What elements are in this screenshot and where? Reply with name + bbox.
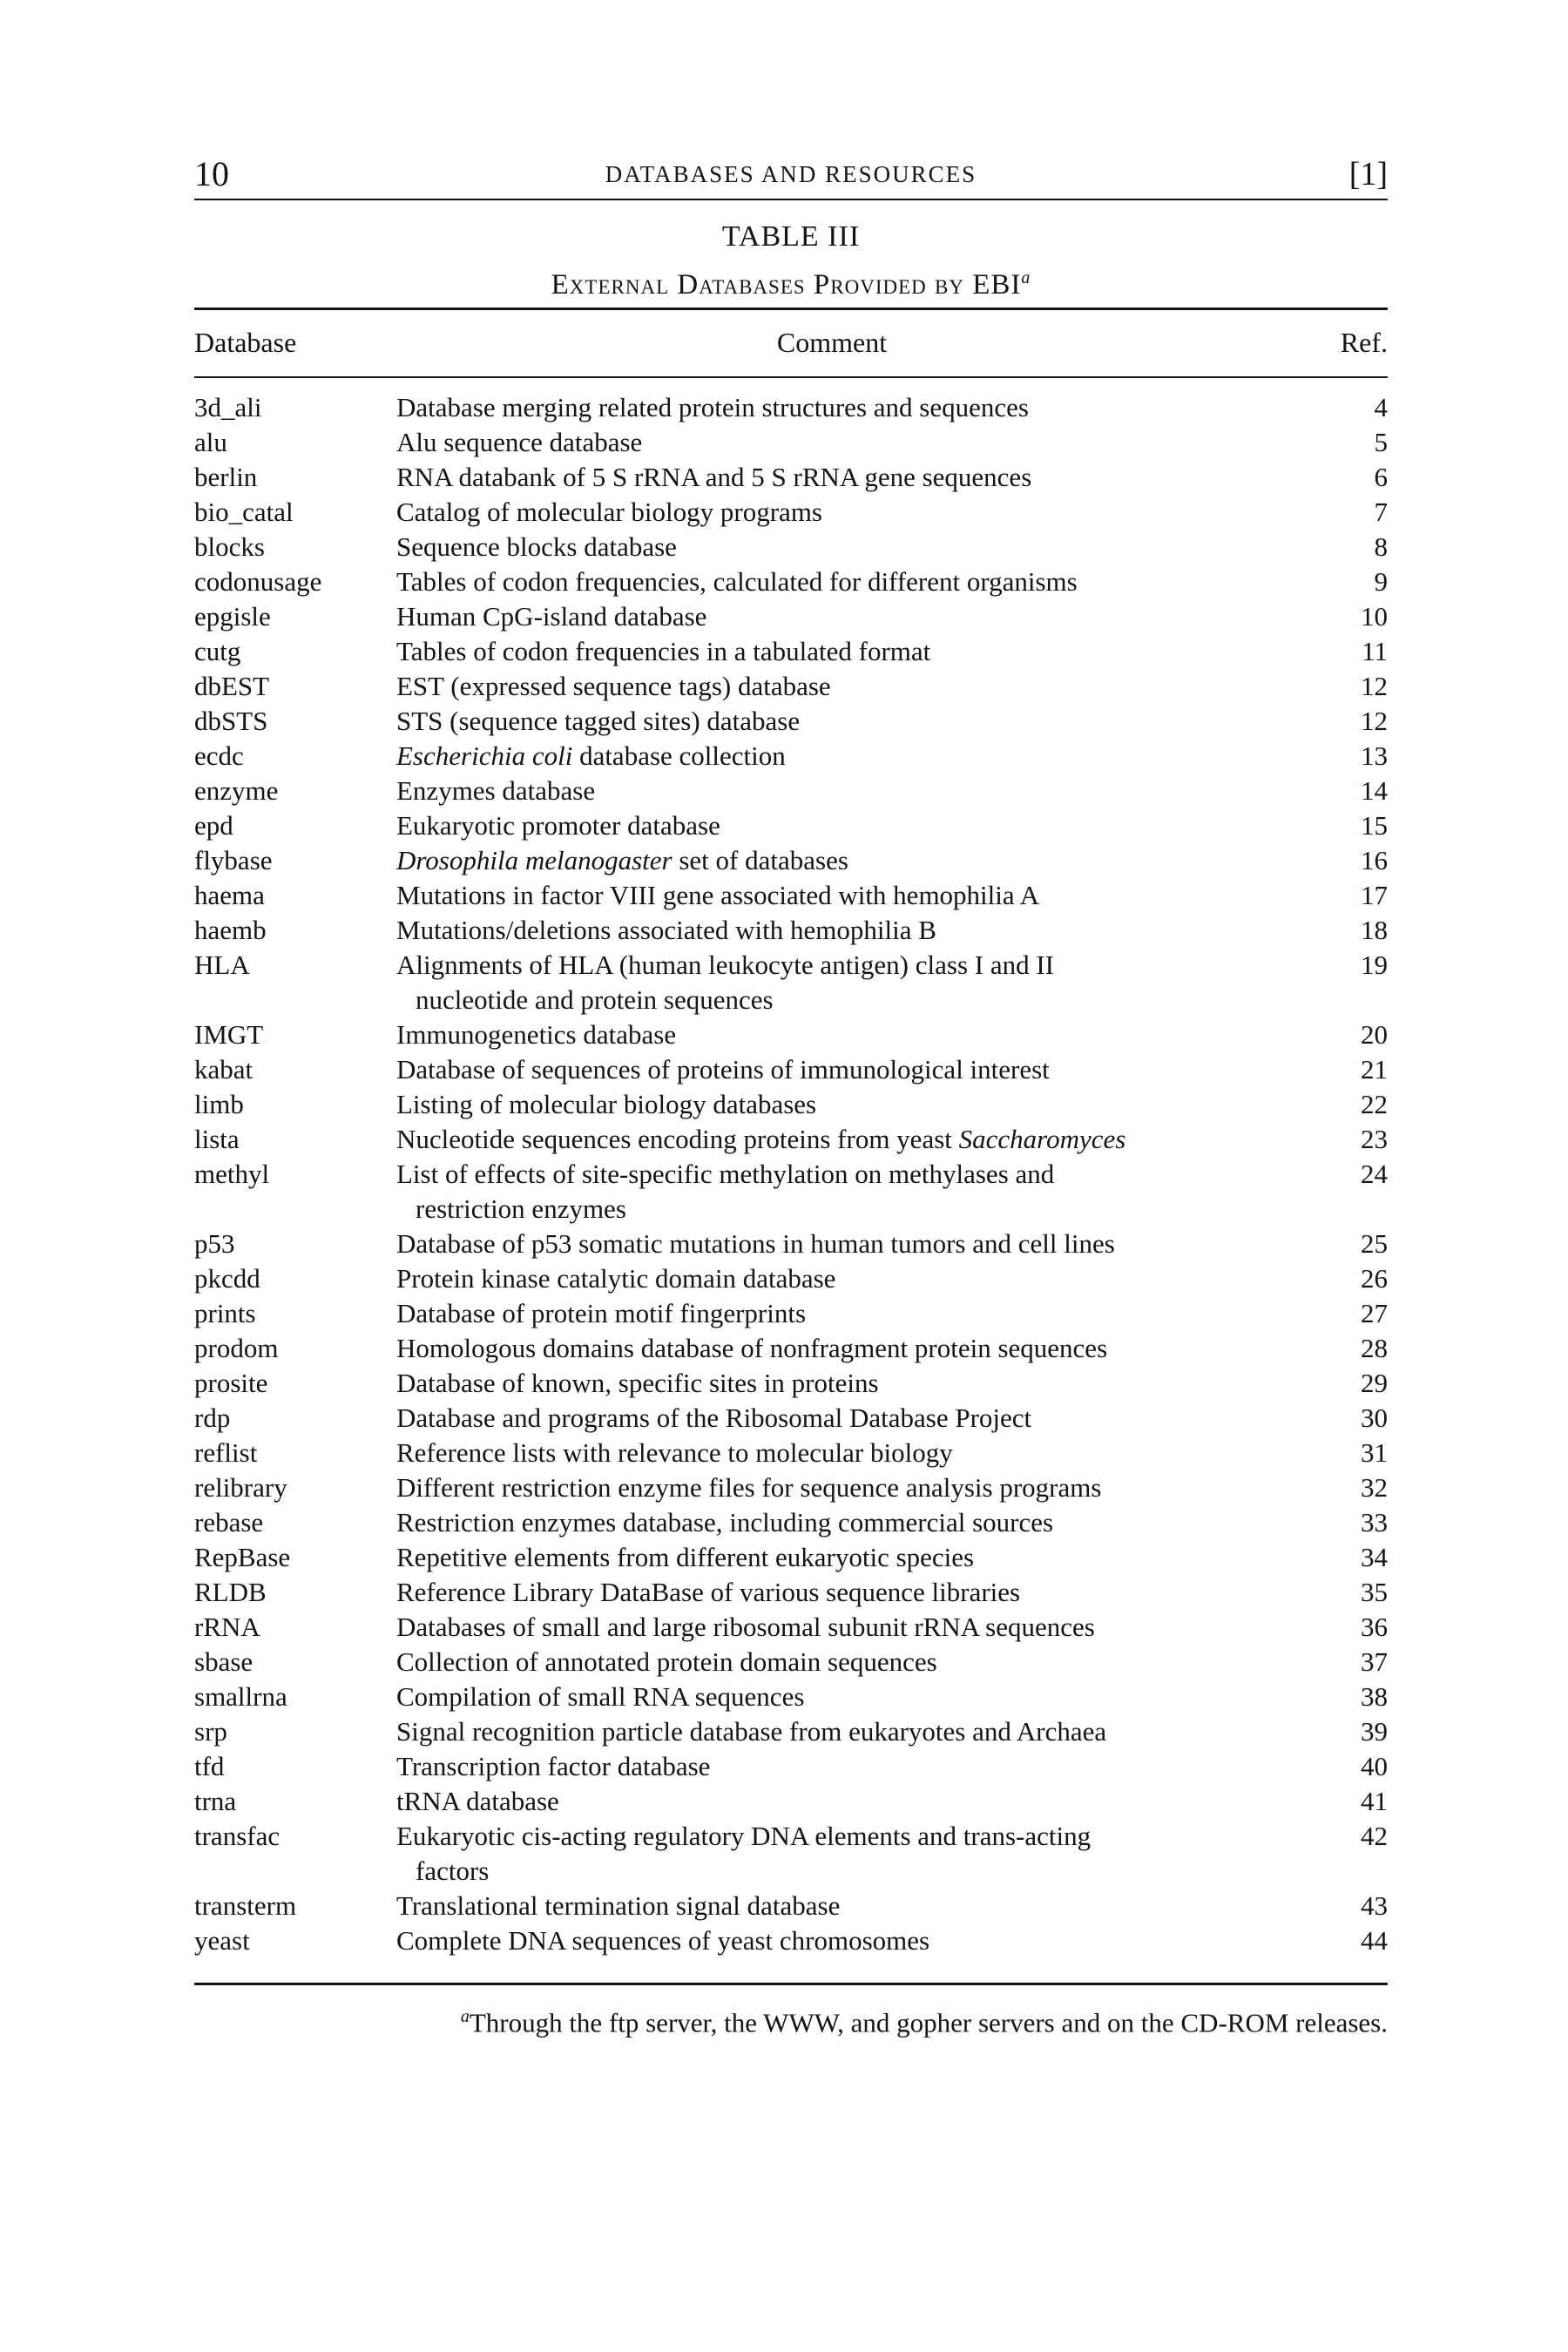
table-top-rule	[194, 308, 1388, 310]
reference-cell: 20	[1361, 1019, 1388, 1050]
comment-cell	[396, 774, 1311, 808]
table-row	[194, 1331, 1388, 1366]
database-name-cell: berlin	[194, 462, 258, 492]
comment-cell	[396, 460, 1311, 495]
reference-cell: 30	[1361, 1402, 1388, 1433]
table-row	[194, 1923, 1388, 1958]
reference-cell: 13	[1361, 740, 1388, 771]
comment-text: Transcription factor database	[396, 1751, 711, 1781]
comment-cell	[396, 564, 1311, 599]
comment-text: Repetitive elements from different eukaryotic species	[396, 1542, 975, 1572]
comment-cell	[396, 1923, 1311, 1958]
comment-text: Translational termination signal database	[396, 1890, 841, 1921]
database-name-cell: dbEST	[194, 671, 270, 701]
page-number: 10	[194, 154, 229, 193]
table-row	[194, 1784, 1388, 1819]
comment-cell	[396, 1227, 1311, 1261]
comment-text: Tables of codon frequencies in a tabulated format	[396, 636, 931, 666]
reference-cell: 5	[1374, 427, 1388, 457]
reference-cell: 12	[1361, 706, 1388, 736]
reference-cell: 12	[1361, 671, 1388, 701]
comment-cell	[396, 1470, 1311, 1505]
comment-italic-text: Drosophila melanogaster	[396, 845, 672, 875]
reference-cell: 8	[1374, 531, 1388, 562]
database-name-cell: RepBase	[194, 1542, 291, 1572]
reference-cell: 17	[1361, 880, 1388, 910]
reference-cell: 18	[1361, 915, 1388, 945]
reference-cell: 38	[1361, 1681, 1388, 1712]
table-row	[194, 530, 1388, 564]
comment-cell	[396, 1331, 1311, 1366]
comment-cell	[396, 1436, 1311, 1470]
reference-cell: 41	[1361, 1786, 1388, 1816]
database-name-cell: relibrary	[194, 1472, 287, 1503]
table-row	[194, 774, 1388, 808]
comment-cell	[396, 948, 1311, 1017]
table-header-rule	[194, 376, 1388, 378]
table-row	[194, 460, 1388, 495]
reference-cell: 7	[1374, 497, 1388, 527]
reference-cell: 43	[1361, 1890, 1388, 1921]
reference-cell: 9	[1374, 566, 1388, 597]
database-name-cell: prints	[194, 1298, 256, 1328]
database-name-cell: codonusage	[194, 566, 322, 597]
database-name-cell: kabat	[194, 1054, 253, 1085]
reference-cell: 37	[1361, 1646, 1388, 1677]
comment-cell	[396, 913, 1311, 948]
reference-cell: 44	[1361, 1925, 1388, 1956]
comment-text: STS (sequence tagged sites) database	[396, 706, 801, 736]
reference-cell: 28	[1361, 1333, 1388, 1363]
database-name-cell: bio_catal	[194, 497, 294, 527]
table-title	[194, 258, 1388, 305]
table-row	[194, 1157, 1388, 1227]
reference-cell: 33	[1361, 1507, 1388, 1538]
reference-cell: 35	[1361, 1577, 1388, 1607]
table-row	[194, 634, 1388, 669]
table-row	[194, 1610, 1388, 1645]
comment-text: Database of sequences of proteins of immunological interest	[396, 1054, 1050, 1085]
table-row	[194, 495, 1388, 530]
comment-text: RNA databank of 5 S rRNA and 5 S rRNA gene sequences	[396, 462, 1032, 492]
reference-cell: 27	[1361, 1298, 1388, 1328]
table-body	[194, 390, 1388, 1958]
comment-text: Alignments of HLA (human leukocyte antigen) class I and II	[396, 950, 1054, 980]
database-name-cell: IMGT	[194, 1019, 264, 1050]
table-row	[194, 1087, 1388, 1122]
database-name-cell: ecdc	[194, 740, 244, 771]
reference-cell: 22	[1361, 1089, 1388, 1119]
database-name-cell: epd	[194, 810, 233, 841]
comment-cell	[396, 1157, 1311, 1227]
comment-cell	[396, 1296, 1311, 1331]
comment-cell	[396, 1645, 1311, 1680]
comment-text: Databases of small and large ribosomal subunit rRNA sequences	[396, 1612, 1095, 1642]
comment-cell	[396, 878, 1311, 913]
comment-cell	[396, 1819, 1311, 1889]
table-row	[194, 1749, 1388, 1784]
reference-cell: 11	[1362, 636, 1388, 666]
database-name-cell: RLDB	[194, 1577, 267, 1607]
comment-text: Restriction enzymes database, including commercial sources	[396, 1507, 1054, 1538]
table-row	[194, 599, 1388, 634]
database-name-cell: transfac	[194, 1821, 280, 1851]
comment-cell	[396, 739, 1311, 774]
comment-cell	[396, 843, 1311, 878]
database-name-cell: prosite	[194, 1368, 268, 1398]
comment-cell	[396, 530, 1311, 564]
database-name-cell: p53	[194, 1228, 235, 1259]
reference-cell: 24	[1361, 1159, 1388, 1189]
table-row	[194, 878, 1388, 913]
database-name-cell: rebase	[194, 1507, 264, 1538]
table-row	[194, 704, 1388, 739]
comment-text: Homologous domains database of nonfragment protein sequences	[396, 1333, 1108, 1363]
database-name-cell: enzyme	[194, 775, 279, 806]
comment-cell	[396, 704, 1311, 739]
comment-text: Database and programs of the Ribosomal Database Project	[396, 1402, 1032, 1433]
comment-text: Complete DNA sequences of yeast chromosomes	[396, 1925, 930, 1956]
reference-cell: 10	[1361, 601, 1388, 632]
database-name-cell: alu	[194, 427, 227, 457]
table-row	[194, 669, 1388, 704]
table-row	[194, 1296, 1388, 1331]
comment-text: Human CpG-island database	[396, 601, 707, 632]
table-row	[194, 1645, 1388, 1680]
reference-cell: 31	[1361, 1437, 1388, 1468]
header-rule	[194, 199, 1388, 200]
table-caption	[194, 216, 1388, 305]
comment-text: Protein kinase catalytic domain database	[396, 1263, 836, 1294]
reference-cell: 21	[1361, 1054, 1388, 1085]
database-name-cell: lista	[194, 1124, 240, 1154]
comment-text: Database of p53 somatic mutations in human tumors and cell lines	[396, 1228, 1115, 1259]
table-row	[194, 1680, 1388, 1714]
table-row	[194, 1401, 1388, 1436]
reference-cell: 19	[1361, 950, 1388, 980]
table-bottom-rule	[194, 1983, 1388, 1985]
table-row	[194, 1436, 1388, 1470]
reference-cell: 4	[1374, 392, 1388, 422]
table-header-row	[194, 318, 1388, 367]
table-row	[194, 913, 1388, 948]
table-row	[194, 1366, 1388, 1401]
comment-text: Immunogenetics database	[396, 1019, 677, 1050]
comment-italic-text: Escherichia coli	[396, 740, 573, 771]
comment-cell	[396, 1714, 1311, 1749]
comment-continuation: factors	[416, 1855, 490, 1886]
comment-text: Eukaryotic promoter database	[396, 810, 720, 841]
comment-text: Catalog of molecular biology programs	[396, 497, 822, 527]
comment-cell	[396, 1052, 1311, 1087]
table-row	[194, 1017, 1388, 1052]
running-title: DATABASES AND RESOURCES	[605, 161, 977, 187]
database-name-cell: trna	[194, 1786, 237, 1816]
database-name-cell: rRNA	[194, 1612, 260, 1642]
database-name-cell: smallrna	[194, 1681, 287, 1712]
database-name-cell: sbase	[194, 1646, 253, 1677]
table-row	[194, 808, 1388, 843]
comment-cell	[396, 1784, 1311, 1819]
comment-cell	[396, 1122, 1311, 1157]
table-row	[194, 843, 1388, 878]
comment-cell	[396, 1505, 1311, 1540]
comment-text: Eukaryotic cis-acting regulatory DNA elements and trans-acting	[396, 1821, 1092, 1851]
reference-cell: 39	[1361, 1716, 1388, 1747]
comment-text: Database merging related protein structures and sequences	[396, 392, 1029, 422]
footnote-text: Through the ftp server, the WWW, and gopher servers and on the CD-ROM releases.	[469, 2007, 1388, 2038]
comment-text: Reference Library DataBase of various sequence libraries	[396, 1577, 1021, 1607]
footnote-marker: a	[460, 2007, 470, 2026]
running-head	[194, 152, 1388, 197]
reference-cell: 23	[1361, 1124, 1388, 1154]
database-name-cell: rdp	[194, 1402, 231, 1433]
database-name-cell: pkcdd	[194, 1263, 260, 1294]
table-row	[194, 739, 1388, 774]
database-name-cell: reflist	[194, 1437, 258, 1468]
database-name-cell: srp	[194, 1716, 227, 1747]
comment-cell	[396, 669, 1311, 704]
table-row	[194, 948, 1388, 1017]
table-row	[194, 564, 1388, 599]
comment-text: Collection of annotated protein domain sequences	[396, 1646, 937, 1677]
comment-continuation: restriction enzymes	[416, 1193, 626, 1224]
table-number: TABLE III	[721, 220, 861, 253]
table-row	[194, 1819, 1388, 1889]
comment-text: Tables of codon frequencies, calculated for different organisms	[396, 566, 1078, 597]
comment-italic-text: Saccharomyces	[958, 1124, 1126, 1154]
comment-text: tRNA database	[396, 1786, 559, 1816]
reference-cell: 16	[1361, 845, 1388, 875]
reference-cell: 40	[1361, 1751, 1388, 1781]
comment-cell	[396, 634, 1311, 669]
database-name-cell: cutg	[194, 636, 241, 666]
comment-text: EST (expressed sequence tags) database	[396, 671, 831, 701]
comment-cell	[396, 390, 1311, 425]
table-row	[194, 390, 1388, 425]
column-header-ref: Ref.	[1340, 327, 1388, 358]
table-row	[194, 1470, 1388, 1505]
footnote	[194, 1998, 1388, 2041]
reference-cell: 42	[1361, 1821, 1388, 1851]
table-row	[194, 1714, 1388, 1749]
reference-cell: 34	[1361, 1542, 1388, 1572]
database-name-cell: epgisle	[194, 601, 271, 632]
database-name-cell: transterm	[194, 1890, 297, 1921]
comment-cell	[396, 1401, 1311, 1436]
column-header-comment: Comment	[776, 327, 888, 358]
comment-text: List of effects of site-specific methylation on methylases and	[396, 1159, 1055, 1189]
reference-cell: 6	[1374, 462, 1388, 492]
table-row	[194, 1227, 1388, 1261]
comment-text: Enzymes database	[396, 775, 596, 806]
comment-cell	[396, 1575, 1311, 1610]
database-name-cell: flybase	[194, 845, 273, 875]
database-name-cell: 3d_ali	[194, 392, 262, 422]
reference-cell: 29	[1361, 1368, 1388, 1398]
footnote-marker: a	[1021, 268, 1031, 287]
comment-text: Mutations in factor VIII gene associated with hemophilia A	[396, 880, 1040, 910]
comment-cell	[396, 1680, 1311, 1714]
reference-cell: 25	[1361, 1228, 1388, 1259]
reference-cell: 36	[1361, 1612, 1388, 1642]
database-name-cell: haemb	[194, 915, 267, 945]
comment-text: Signal recognition particle database from eukaryotes and Archaea	[396, 1716, 1107, 1747]
reference-cell: 14	[1361, 775, 1388, 806]
comment-text: Alu sequence database	[396, 427, 643, 457]
table-title-text: External Databases Provided by EBI	[551, 269, 1022, 301]
database-name-cell: methyl	[194, 1159, 270, 1189]
column-header-database: Database	[194, 327, 297, 358]
comment-cell	[396, 599, 1311, 634]
database-name-cell: HLA	[194, 950, 250, 980]
comment-cell	[396, 1749, 1311, 1784]
database-name-cell: tfd	[194, 1751, 225, 1781]
comment-text: Nucleotide sequences encoding proteins from yeast	[396, 1124, 959, 1154]
comment-cell	[396, 1540, 1311, 1575]
comment-text: database collection	[572, 740, 786, 771]
database-name-cell: dbSTS	[194, 706, 268, 736]
comment-cell	[396, 1610, 1311, 1645]
database-name-cell: haema	[194, 880, 265, 910]
table-row	[194, 1052, 1388, 1087]
comment-cell	[396, 1261, 1311, 1296]
database-name-cell: yeast	[194, 1925, 250, 1956]
section-marker: [1]	[1348, 156, 1388, 193]
comment-cell	[396, 1017, 1311, 1052]
comment-continuation: nucleotide and protein sequences	[416, 984, 774, 1015]
comment-text: set of databases	[672, 845, 848, 875]
database-name-cell: limb	[194, 1089, 244, 1119]
table-row	[194, 1575, 1388, 1610]
reference-cell: 32	[1361, 1472, 1388, 1503]
comment-cell	[396, 808, 1311, 843]
table-row	[194, 1261, 1388, 1296]
comment-cell	[396, 495, 1311, 530]
comment-text: Listing of molecular biology databases	[396, 1089, 817, 1119]
comment-text: Different restriction enzyme files for sequence analysis programs	[396, 1472, 1102, 1503]
comment-cell	[396, 1087, 1311, 1122]
comment-text: Compilation of small RNA sequences	[396, 1681, 805, 1712]
comment-cell	[396, 1889, 1311, 1923]
reference-cell: 26	[1361, 1263, 1388, 1294]
comment-text: Mutations/deletions associated with hemophilia B	[396, 915, 936, 945]
comment-text: Database of known, specific sites in proteins	[396, 1368, 879, 1398]
comment-cell	[396, 425, 1311, 460]
table-row	[194, 1889, 1388, 1923]
comment-cell	[396, 1366, 1311, 1401]
table-row	[194, 1540, 1388, 1575]
database-name-cell: blocks	[194, 531, 265, 562]
reference-cell: 15	[1361, 810, 1388, 841]
table-row	[194, 1505, 1388, 1540]
comment-text: Reference lists with relevance to molecular biology	[396, 1437, 953, 1468]
comment-text: Database of protein motif fingerprints	[396, 1298, 807, 1328]
comment-text: Sequence blocks database	[396, 531, 677, 562]
table-row	[194, 425, 1388, 460]
table-row	[194, 1122, 1388, 1157]
database-name-cell: prodom	[194, 1333, 279, 1363]
